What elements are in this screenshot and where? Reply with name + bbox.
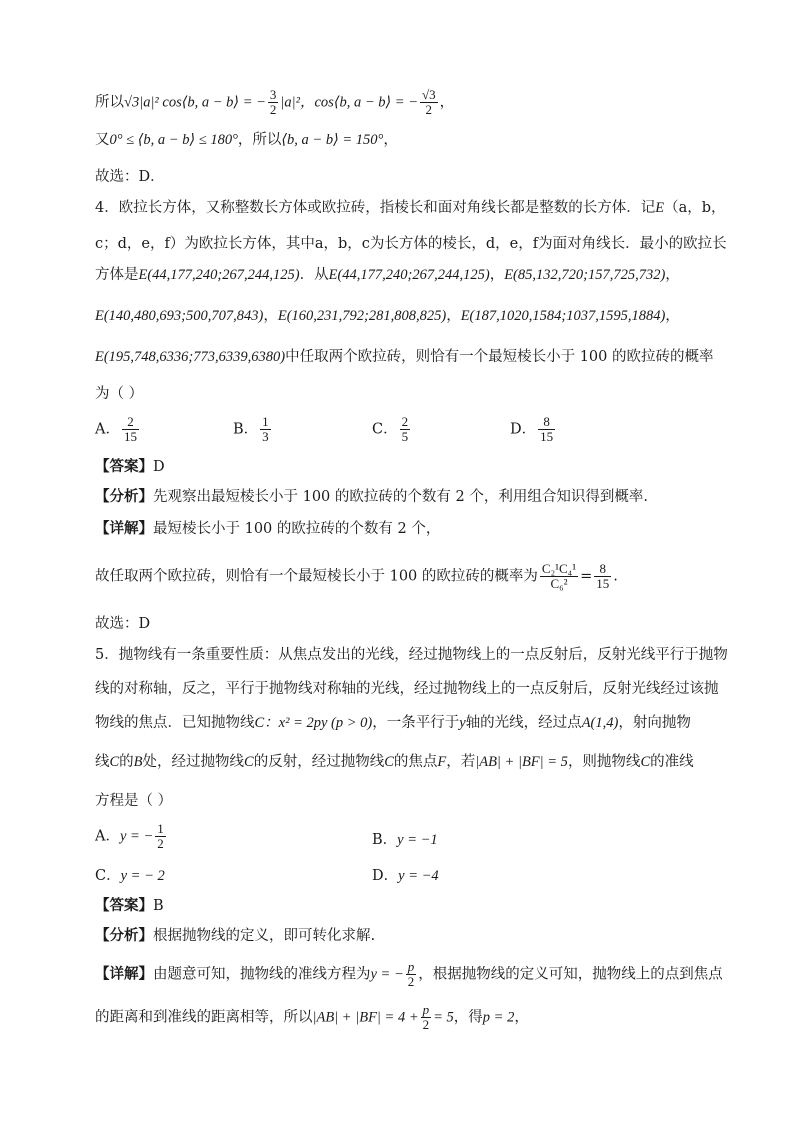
fraction (406, 960, 417, 989)
q5-answer (95, 896, 164, 916)
math-expression: A(1,4) (581, 715, 619, 731)
q3-line-1 (95, 88, 454, 117)
q4-line-1 (95, 198, 726, 218)
math-expression: y = −1 (397, 832, 438, 848)
q5-line-3 (95, 713, 691, 733)
math-expression: y = − 2 (120, 868, 165, 884)
detail-text: 由题意可知，抛物线的准线方程为 (153, 966, 371, 983)
detail-text: 故任取两个欧拉砖，则恰有一个最短棱长小于 100 的欧拉砖的概率为 (95, 568, 538, 585)
q5-detail-2 (95, 1003, 529, 1032)
math-expression: E(160,231,792;281,808,825) (277, 308, 447, 324)
q4-final: 故选：D (95, 616, 151, 632)
text: 线 (95, 754, 110, 770)
answer-value: D (153, 459, 165, 475)
fraction (268, 88, 279, 117)
q4-line-4 (95, 306, 680, 326)
math-expression: E(85,132,720;157,725,732) (504, 267, 666, 283)
math-expression: E(44,177,240;267,244,125) (138, 267, 300, 283)
q5-line-5: 方程是（ ） (95, 793, 173, 809)
fraction-denominator: 2 (407, 974, 415, 989)
q5-option-c (95, 864, 165, 885)
fraction-numerator: √3 (421, 87, 436, 102)
text: 的焦点 (393, 754, 438, 770)
fraction-denominator: C₆² (550, 576, 568, 591)
q5-analysis (95, 926, 375, 946)
math-expression: cos⟨b, a − b⟩ = − (314, 94, 418, 111)
q3-line-2 (95, 130, 398, 150)
math-expression: E(140,480,693;500,707,843) (95, 308, 264, 324)
q5-option-a (95, 822, 168, 851)
math-expression: = 5 (433, 1009, 454, 1026)
detail-text: 的距离和到准线的距离相等，所以 (95, 1009, 313, 1026)
math-expression: E(195,748,6336;773,6339,6380) (95, 349, 286, 365)
math-expression: E(187,1020,1584;1037,1595,1884) (460, 308, 666, 324)
math-expression: C：x² = 2py (p > 0) (254, 715, 373, 731)
text: 所以 (95, 94, 124, 111)
math-variable: F (437, 754, 447, 770)
fraction (260, 415, 271, 444)
answer-tag: 【答案】 (95, 897, 153, 914)
fraction (420, 88, 438, 117)
q5-line-2: 线的对称轴，反之，平行于抛物线对称轴的光线，经过抛物线上的一点反射后，反射光线经过该抛 (95, 681, 719, 697)
math-expression: E(44,177,240;267,244,125) (328, 267, 490, 283)
fraction-numerator: p (407, 959, 415, 974)
option-label: A． (95, 421, 120, 438)
detail-text: ， (514, 1009, 529, 1026)
text: . (613, 568, 618, 585)
option-label: D． (510, 421, 537, 438)
text: ，射向抛物 (618, 715, 691, 731)
answer-value: B (153, 898, 164, 914)
fraction-denominator: 15 (123, 429, 137, 444)
q4-line-5 (95, 347, 714, 367)
q4-analysis (95, 487, 648, 507)
fraction-denominator: 15 (540, 429, 554, 444)
text: 4．欧拉长方体，又称整数长方体或欧拉砖，指棱长和面对角线长都是整数的长方体．记 (95, 200, 656, 216)
fraction-denominator: 2 (425, 102, 433, 117)
math-expression: y = − (119, 828, 154, 845)
fraction (538, 415, 555, 444)
text: 又 (95, 132, 110, 148)
q4-option-a (95, 415, 141, 444)
fraction-numerator: 2 (122, 415, 139, 430)
text: = (580, 568, 593, 585)
q4-option-c (372, 415, 412, 444)
text: ， (665, 308, 680, 324)
text: 中任取两个欧拉砖，则恰有一个最短棱长小于 100 的欧拉砖的概率 (285, 349, 714, 365)
detail-tag: 【详解】 (95, 520, 153, 537)
q4-option-d (510, 415, 557, 444)
q4-line-2: c；d，e，f）为欧拉长方体，其中a，b，c为长方体的棱长，d，e，f为面对角线长．最小的欧拉长 (95, 236, 727, 252)
math-expression: √3|a|² cos⟨b, a − b⟩ = − (124, 94, 266, 111)
text: 物线的焦点．已知抛物线 (95, 715, 255, 731)
analysis-text: 先观察出最短棱长小于 100 的欧拉砖的个数有 2 个，利用组合知识得到概率. (153, 489, 648, 505)
math-expression: |a|²， (280, 94, 315, 111)
analysis-tag: 【分析】 (95, 927, 153, 944)
text: ，若 (446, 754, 476, 770)
answer-tag: 【答案】 (95, 458, 153, 475)
math-variable: B (133, 754, 143, 770)
math-expression: 0° ≤ ⟨b, a − b⟩ ≤ 180° (109, 132, 238, 148)
fraction-numerator: C₂¹C₄¹ (541, 561, 577, 576)
option-label: B． (372, 832, 398, 848)
q4-detail-1 (95, 519, 440, 539)
math-expression: |AB| + |BF| = 4 + (312, 1009, 419, 1026)
fraction-numerator: 1 (262, 414, 269, 429)
text: ．从 (299, 267, 329, 283)
fraction-numerator: 3 (269, 87, 277, 102)
q5-line-4 (95, 752, 694, 772)
math-expression: y = − (370, 966, 404, 983)
fraction-denominator: 3 (262, 429, 269, 444)
detail-tag: 【详解】 (95, 965, 153, 983)
text: （a，b， (664, 200, 726, 216)
detail-text: ，根据抛物线的定义可知，抛物线上的点到焦点 (418, 966, 723, 983)
analysis-text: 根据抛物线的定义，即可转化求解. (153, 928, 376, 944)
math-variable: y (459, 715, 466, 731)
math-variable: C (109, 754, 120, 770)
fraction-denominator: 5 (401, 429, 409, 444)
math-expression: |AB| + |BF| = 5 (475, 754, 568, 770)
math-variable: C (244, 754, 254, 770)
option-label: C． (372, 421, 398, 438)
text: ，所以 (237, 132, 282, 148)
text: ， (263, 308, 278, 324)
text: ，则抛物线 (567, 754, 641, 770)
text: ， (439, 94, 455, 111)
analysis-tag: 【分析】 (95, 488, 153, 505)
text: 处，经过抛物线 (142, 754, 245, 770)
fraction-numerator: 2 (401, 414, 409, 429)
fraction (122, 415, 139, 444)
q4-line-3 (95, 265, 680, 285)
fraction-numerator: p (422, 1002, 430, 1017)
text: ， (383, 132, 398, 148)
fraction-numerator: 8 (594, 562, 611, 577)
text: 的准线 (650, 754, 694, 770)
math-variable: C (640, 754, 651, 770)
detail-text: ，得 (453, 1009, 483, 1026)
option-label: C． (95, 868, 121, 884)
math-expression: y = −4 (398, 868, 439, 884)
math-expression: E (655, 200, 665, 216)
option-label: D． (372, 868, 399, 884)
math-variable: C (384, 754, 394, 770)
fraction-numerator: 1 (157, 821, 164, 836)
q5-option-b (372, 828, 438, 849)
q5-line-1: 5．抛物线有一条重要性质：从焦点发出的光线，经过抛物线上的一点反射后，反射光线平行于抛物 (95, 647, 728, 663)
q4-detail-2 (95, 562, 618, 591)
q4-line-6: 为（ ） (95, 386, 144, 402)
option-label: B． (233, 421, 259, 438)
fraction (594, 562, 611, 591)
text: 方体是 (95, 267, 139, 283)
text: ， (489, 267, 505, 283)
fraction-denominator: 2 (269, 102, 277, 117)
fraction-denominator: 15 (596, 576, 610, 591)
math-expression: ⟨b, a − b⟩ = 150° (281, 132, 384, 148)
fraction (155, 822, 166, 851)
q3-answer: 故选：D． (95, 169, 165, 185)
fraction-denominator: 2 (422, 1017, 430, 1032)
fraction-numerator: 8 (538, 415, 555, 430)
fraction (400, 415, 411, 444)
q4-option-b (233, 415, 273, 444)
q5-detail-1 (95, 960, 723, 989)
q5-option-d (372, 864, 439, 885)
fraction (421, 1003, 432, 1032)
fraction (540, 562, 578, 591)
text: 的反射，经过抛物线 (253, 754, 385, 770)
text: ， (446, 308, 461, 324)
option-label: A． (95, 828, 120, 845)
detail-text: 最短棱长小于 100 的欧拉砖的个数有 2 个， (153, 521, 441, 537)
fraction-denominator: 2 (157, 836, 164, 851)
text: 轴的光线，经过点 (465, 715, 582, 731)
text: ，一条平行于 (372, 715, 460, 731)
text: ， (665, 267, 680, 283)
q4-answer (95, 457, 165, 477)
math-expression: p = 2 (482, 1009, 515, 1026)
text: 的 (119, 754, 134, 770)
